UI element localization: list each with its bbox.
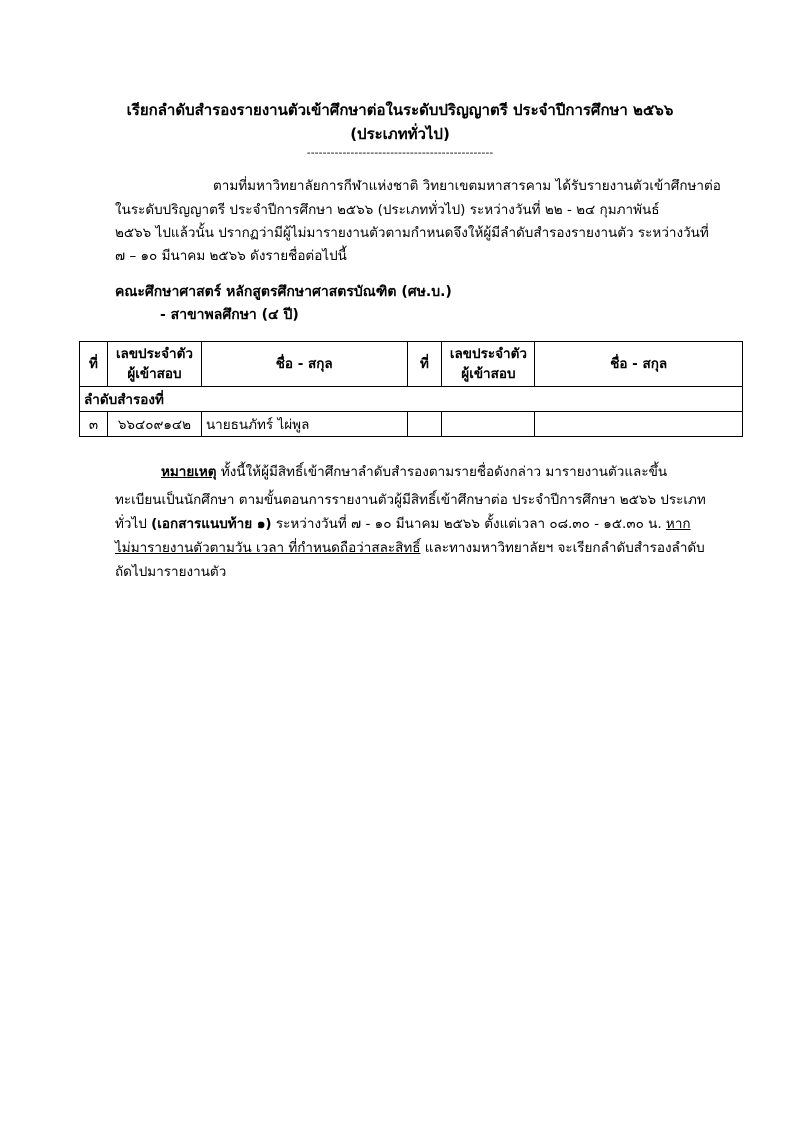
column-header-exam-id-2-line2: ผู้เข้าสอบ — [461, 366, 516, 382]
column-header-exam-id-2 — [442, 342, 535, 387]
intro-line: ๒๕๖๖ ไปแล้วนั้น ปรากฏว่ามีผู้ไม่มารายงานตัวตามกำหนดจึงให้ผู้มีลำดับสำรองรายงานตัว ระหว่างวันที่ — [115, 225, 709, 241]
note-text: ทั้งนี้ให้ผู้มีสิทธิ์เข้าศึกษาลำดับสำรองตามรายชื่อดังกล่าว มารายงานตัวและขึ้น — [216, 464, 668, 480]
cell-name: นายธนภัทร์ ไผ่พูล — [201, 412, 407, 437]
note-line — [115, 537, 705, 559]
column-header-exam-id — [107, 342, 201, 387]
document-subtitle: (ประเภททั่วไป) — [350, 125, 450, 143]
table-header-row — [80, 342, 743, 387]
note-warning: หาก — [665, 516, 691, 532]
note-label: หมายเหตุ — [161, 464, 217, 480]
column-header-exam-id-line2: ผู้เข้าสอบ — [127, 366, 182, 382]
note-text: ระหว่างวันที่ ๗ - ๑๐ มีนาคม ๒๕๖๖ ตั้งแต่เวลา ๐๘.๓๐ - ๑๕.๓๐ น. — [271, 516, 666, 532]
table-section-row — [80, 387, 743, 412]
note-line: ทะเบียนเป็นนักศึกษา ตามขั้นตอนการรายงานตัวผู้มีสิทธิ์เข้าศึกษาต่อ ประจำปีการศึกษา ๒๕๖๖ ประเภท — [115, 492, 706, 508]
note-warning: ไม่มารายงานตัวตามวัน เวลา ที่กำหนดถือว่าสละสิทธิ์ — [115, 540, 421, 556]
column-header-exam-id-line1: เลขประจำตัว — [115, 346, 193, 362]
column-header-name: ชื่อ - สกุล — [201, 342, 407, 387]
intro-line: ตามที่มหาวิทยาลัยการกีฬาแห่งชาติ วิทยาเขตมหาสารคาม ได้รับรายงานตัวเข้าศึกษาต่อ — [213, 178, 721, 194]
note-text: ทั่วไป — [115, 516, 152, 532]
cell-no: ๓ — [80, 412, 108, 437]
section-label: ลำดับสำรองที่ — [80, 387, 743, 412]
title-divider: ----------------------------------------------- — [306, 146, 494, 159]
note-line — [161, 461, 667, 483]
table-row — [80, 412, 743, 437]
note-text: และทางมหาวิทยาลัยฯ จะเรียกลำดับสำรองลำดับ — [420, 540, 705, 556]
note-line: ถัดไปมารายงานตัว — [115, 564, 227, 580]
intro-line: ๗ – ๑๐ มีนาคม ๒๕๖๖ ดังรายชื่อต่อไปนี้ — [115, 248, 347, 264]
intro-line: ในระดับปริญญาตรี ประจำปีการศึกษา ๒๕๖๖ (ประเภททั่วไป) ระหว่างวันที่ ๒๒ - ๒๔ กุมภาพันธ์ — [115, 202, 660, 218]
column-header-no: ที่ — [80, 342, 108, 387]
column-header-no-2: ที่ — [407, 342, 442, 387]
cell-exam-id-2 — [442, 412, 535, 437]
cell-name-2 — [535, 412, 743, 437]
attachment-reference: (เอกสารแนบท้าย ๑) — [151, 516, 272, 532]
note-line — [115, 513, 691, 535]
major-heading: - สาขาพลศึกษา (๔ ปี) — [160, 307, 299, 323]
column-header-name-2: ชื่อ - สกุล — [535, 342, 743, 387]
column-header-exam-id-2-line1: เลขประจำตัว — [449, 346, 527, 362]
cell-no-2 — [407, 412, 442, 437]
document-title: เรียกลำดับสำรองรายงานตัวเข้าศึกษาต่อในระดับปริญญาตรี ประจำปีการศึกษา ๒๕๖๖ — [126, 101, 674, 119]
candidate-table — [79, 341, 743, 437]
faculty-heading: คณะศึกษาศาสตร์ หลักสูตรศึกษาศาสตรบัณฑิต (ศษ.บ.) — [115, 284, 452, 300]
cell-exam-id: ๖๖๔๐๙๑๔๒ — [107, 412, 201, 437]
